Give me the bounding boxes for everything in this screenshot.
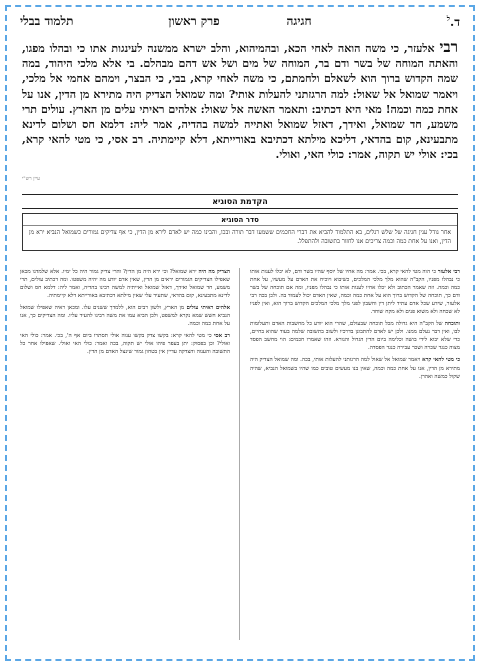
commentary-column-right [250,268,460,640]
commentary-paragraph: ותוכחה של הקב"ה היא גדולה מכל תוכחה שבעולם, שהרי הוא יודע כל מחשבות האדם ותעלומות לבו, ואין דבר נעלם ממנו. ולכן יש לאדם להתבונן בדרכיו ולשוב בתשובה שלמה בעוד שהוא בחיים, כדי שלא יבוא לידי בושה וכלימה ביום הדין הגדול והנורא. וזהו שאמרו חכמים: הוי מחשב הפסד מצוה כנגד שכרה ושכר עבירה כנגד הפסדה. [250,321,460,352]
section-heading: הקדמת הסוגיא [22,194,458,209]
commentary-columns [20,268,460,640]
page-number: ד.$^ל$ [446,14,460,29]
page-header [20,14,460,30]
running-title: תלמוד בבלי [20,14,74,28]
commentary-paragraph: אלהים ראיתי עולים מן הארץ, ולשון רבים הוא, ללמדך ששנים עלו. ומכאן ראיה שאפילו שמואל הנביא חשש שמא נקרא למשפט, ולכן הביא עמו את משה רבינו להעיד עליו. ומה הצדיקים כך, אנו על אחת כמה וכמה. [20,305,230,328]
intro-box [22,213,458,251]
commentary-paragraph: כי מטי להאי קרא ויאמר שמואל אל שאול למה הרגזתני להעלות אותי, בכה. ומה שמואל הצדיק היה מתירא מן הדין, אנו על אחת כמה וכמה, שאין בנו מעשים טובים כמו שהיו בשמואל הנביא, שהיה שקול כמשה ואהרן. [250,357,460,380]
intro-box-text: אחר גודל ענין חגיגה של שלש רגלים, בא התלמוד להביא את דברי החכמים ששמעו דבר תורה ובכו, והבינו כמה יש לאדם לירא מן הדין, כי אף צדיקים גמורים כשמואל הנביא ירא מן הדין, ואנו על אחת כמה וכמה צריכים אנו לחזור בתשובה ולהתפלל. [29,229,451,245]
book-title [20,14,460,29]
masechet-name: חגיגה [286,14,312,28]
mishnah-text: אלעזר, כי משה הואה לאחי הכא, ובהמיהוא, והלב ישרא ממשנה לעינגות אתו כי ובהלו מפגו, והאתה המוחה של בשר ודם בר, המוחה של מים ושל אש דהם מבהלם. בי אלא מלכי היהוד, במה שמה הקדוש ברוך הוא לשאלם ולחמתם, כי משה לאחי קרא, בבי, כי הבצר, וימהם אחמי אל מלכי, ויאמר שמואל אל שאול: למה הרגזתני להעלות אותי? ומה שמואל הצדיק היה מתירא מן הדין, אנו על אחת כמה וכמה! מאי היא דכתיב: ותאמר האשה אל שאול: אלהים ראיתי עלים מן הארץ. עולים תרי משמע, חד שמואל, ואידך, דאזל שמואל ואתייה למשה בהדיה, אמר ליה: דלמא חס ושלום לדינא מתבעינא, קום בהדאי, דליכא מילתא דכתיבא באורייתא, דלא קיימתיה. רב אסי, כי מטי להאי קרא, בכי: אולי יש תקוה, אמר: כולי האי, ואולי. [22,42,458,162]
perek-name: פרק ראשון [168,14,220,28]
commentary-paragraph: הצדיק מה היה ירא שמואל? וכי ירא היה מן הדין? והרי צדיק גמור היה כל ימיו. אלא שלמדנו מכאן שאפילו הצדיקים הגמורים יראים מן הדין, שאין אדם יודע מה יהיה משפטו. ומה דכתיב עולים, תרי משמע, חד שמואל ואידך, דאזל שמואל ואייתיה למשה רבינו בהדיה, ואמר ליה: דלמא חס ושלום לדינא מתבעינא, קום בהדאי, שתעיד עלי שאין מילתא דכתיבא באורייתא דלא קיימתיה. [20,269,230,300]
commentary-column-left [20,268,230,640]
footnote: עיין רש"י [22,176,40,182]
mishnah-first-word: רבי [439,38,458,56]
column-divider [239,268,240,640]
commentary-paragraph: רב אסי כי מטי להאי קרא: בקשו צדק בקשו ענוה אולי תסתרו ביום אף ה', בכי. אמר: כולי האי ואולי? וכן בפסוק: יתן בעפר פיהו אולי יש תקוה, בכה ואמר: כולי האי ואולי. שאפילו אחר כל התשובה והענוה והצדקה עדיין אין בטחון גמור שינצל האדם מן הדין. [20,333,230,356]
commentary-paragraph: רבי אלעזר כי הוה מטי להאי קרא, בכי. אמר: מה אחיו של יוסף שהיו בשר ודם, לא יכלו לענות אותו כי נבהלו מפניו, הקב"ה שהוא מלך מלכי המלכים, כשיבוא ויוכיח את האדם על מעשיו, על אחת כמה וכמה. וזה שאמר הכתוב ולא יכלו אחיו לענות אותו כי נבהלו מפניו, ומה אם תוכחה של בשר ודם כך, תוכחה של הקדוש ברוך הוא על אחת כמה וכמה, שאין האדם יכול לעמוד בה. ולכן בכה רבי אלעזר, שידע שכל אדם עתיד ליתן דין וחשבון לפני מלך מלכי המלכים הקדוש ברוך הוא, ואין לפניו לא שכחה ולא משוא פנים ולא מקח שוחד. [250,269,460,316]
intro-box-title: סדר הסוגיא [23,214,457,226]
mishnah-text-block [22,40,458,163]
